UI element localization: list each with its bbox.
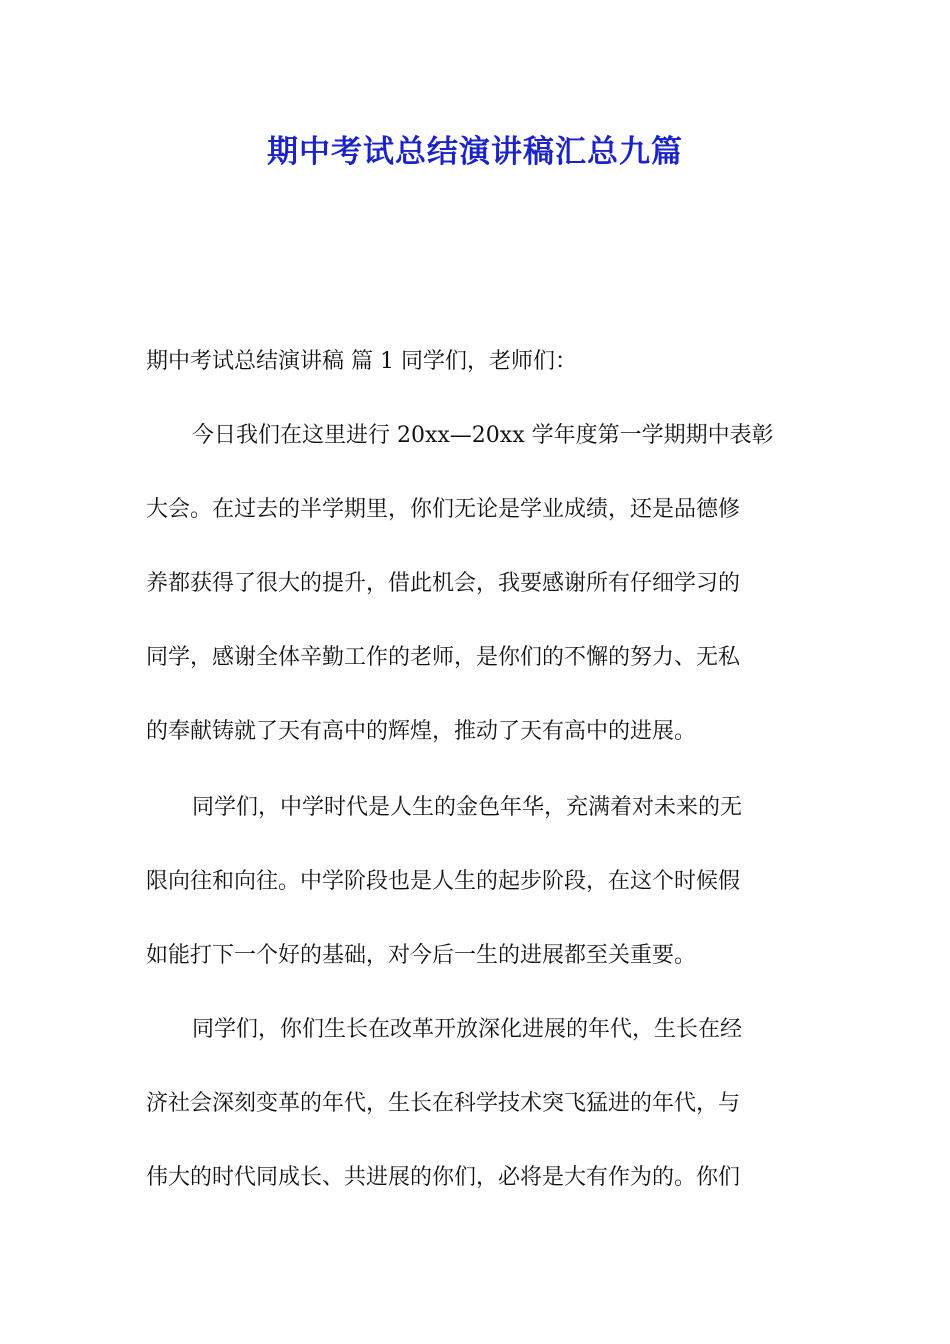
body-line-2: 今日我们在这里进行 20xx—20xx 学年度第一学期期中表彰 [192, 423, 774, 448]
body-line-8: 限向往和向往。中学阶段也是人生的起步阶段，在这个时候假 [146, 869, 741, 894]
body-line-4: 养都获得了很大的提升，借此机会，我要感谢所有仔细学习的 [146, 571, 741, 596]
body-line-10: 同学们，你们生长在改革开放深化进展的年代，生长在经 [192, 1017, 743, 1042]
body-line-7: 同学们，中学时代是人生的金色年华，充满着对未来的无 [192, 795, 743, 820]
body-line-1: 期中考试总结演讲稿 篇 1 同学们，老师们： [146, 349, 577, 374]
document-title: 期中考试总结演讲稿汇总九篇 [267, 134, 683, 170]
body-line-3: 大会。在过去的半学期里，你们无论是学业成绩，还是品德修 [146, 497, 741, 522]
body-line-12: 伟大的时代同成长、共进展的你们，必将是大有作为的。你们 [146, 1165, 741, 1190]
body-line-9: 如能打下一个好的基础，对今后一生的进展都至关重要。 [146, 943, 697, 968]
body-line-11: 济社会深刻变革的年代，生长在科学技术突飞猛进的年代，与 [146, 1091, 741, 1116]
body-line-6: 的奉献铸就了天有高中的辉煌，推动了天有高中的进展。 [146, 719, 697, 744]
body-line-5: 同学，感谢全体辛勤工作的老师，是你们的不懈的努力、无私 [146, 645, 741, 670]
